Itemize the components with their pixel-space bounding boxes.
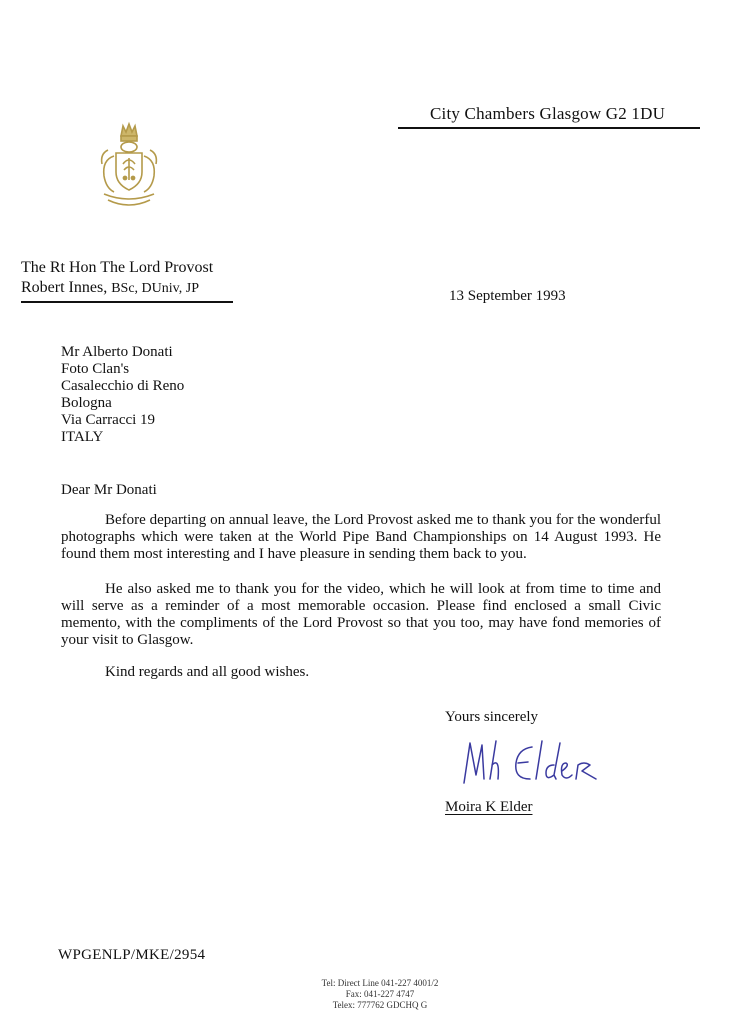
signer-name: Moira K Elder [445,799,533,815]
recipient-line: Bologna [61,395,112,411]
recipient-line: Via Carracci 19 [61,412,156,428]
contact-telex: Telex: 777762 GDCHQ G [332,1000,428,1010]
letter-date: 13 September 1993 [449,288,566,304]
handwritten-signature [458,735,608,793]
closing-line: Kind regards and all good wishes. [105,664,310,680]
recipient-line: Foto Clan's [61,361,130,377]
body-paragraph-1: Before departing on annual leave, the Lord Provost asked me to thank you for the wonderful photographs which were taken at the World Pipe Band Championships on 14 August 1993. He found them most interesting and I have pleasure in sending them back to you. [61,512,661,562]
sender-block [21,258,233,303]
contact-tel: Tel: Direct Line 041-227 4001/2 [321,978,439,988]
valediction: Yours sincerely [445,709,539,725]
recipient-line: Casalecchio di Reno [61,378,185,394]
glasgow-coat-of-arms-icon [90,120,168,212]
sender-qualifications: BSc, DUniv, JP [111,281,199,296]
recipient-line: ITALY [61,429,104,445]
contact-footer [268,978,492,1011]
recipient-address [61,344,184,446]
reference-code: WPGENLP/MKE/2954 [58,947,206,963]
recipient-line: Mr Alberto Donati [61,344,173,360]
salutation: Dear Mr Donati [61,482,157,498]
contact-fax: Fax: 041-227 4747 [345,989,415,999]
sender-name-line [21,278,233,303]
letterhead-address: City Chambers Glasgow G2 1DU [398,104,700,129]
sender-name: Robert Innes, [21,279,108,296]
sender-title: The Rt Hon The Lord Provost [21,259,214,276]
body-paragraph-2: He also asked me to thank you for the video, which he will look at from time to time and will serve as a reminder of a most memorable occasion. Please find enclosed a small Civic memento, with the compliments of the Lord Provost so that you too, may have fond memories of your visit to Glasgow. [61,581,661,648]
